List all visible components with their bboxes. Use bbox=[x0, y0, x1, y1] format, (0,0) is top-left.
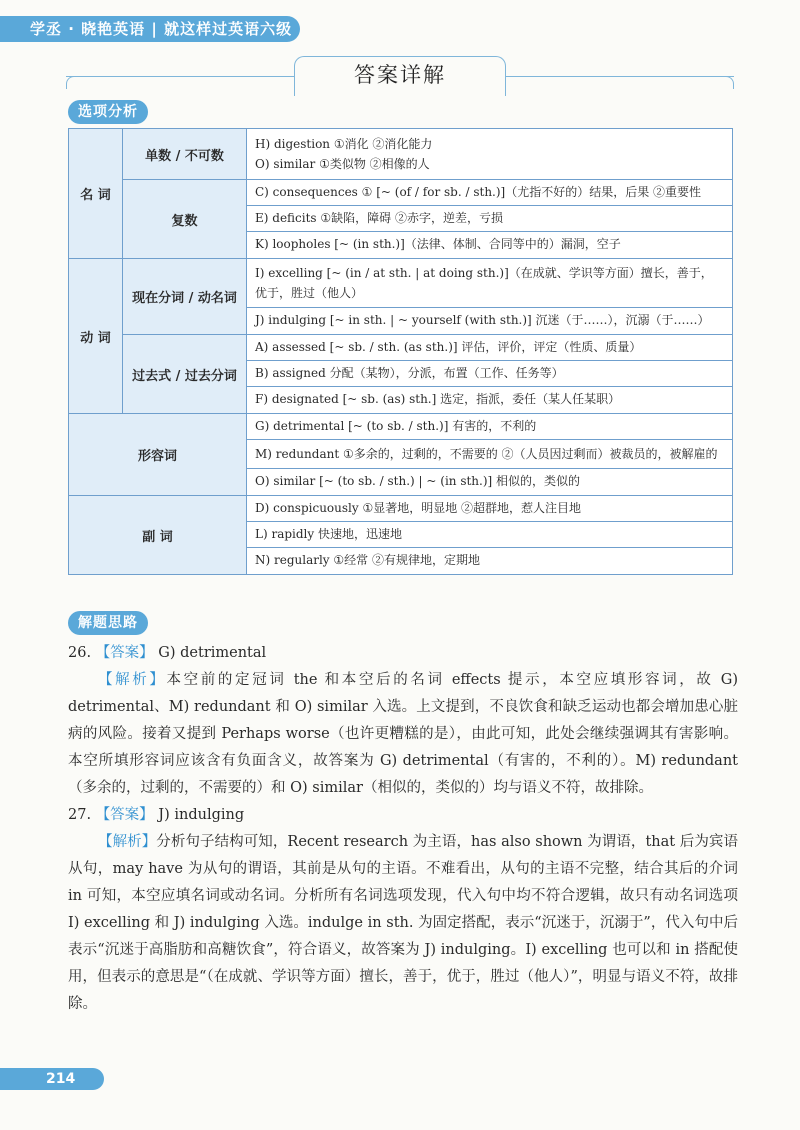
answer-value: J) indulging bbox=[158, 807, 245, 823]
options-table bbox=[68, 128, 733, 575]
solution-body bbox=[68, 640, 738, 1018]
table-row bbox=[69, 414, 733, 496]
subcategory-singular: 单数 / 不可数 bbox=[123, 129, 247, 180]
analysis-tag: 【解析】 bbox=[98, 834, 157, 850]
table-row bbox=[69, 335, 733, 414]
book-series-header: 学丞 · 晓艳英语 | 就这样过英语六级 bbox=[0, 16, 300, 42]
table-row bbox=[69, 180, 733, 259]
table-row bbox=[69, 129, 733, 180]
section-heading-solution: 解题思路 bbox=[68, 611, 148, 635]
subcategory-past: 过去式 / 过去分词 bbox=[123, 335, 247, 414]
category-adjective: 形容词 bbox=[69, 414, 247, 496]
category-noun: 名 词 bbox=[69, 129, 123, 259]
answer-tag: 【答案】 bbox=[95, 807, 154, 823]
analysis-paragraph bbox=[68, 829, 738, 1018]
table-row bbox=[69, 259, 733, 335]
option-entry: A) assessed [~ sb. / sth. (as sth.)] 评估，评价，评定（性质、质量） bbox=[247, 335, 732, 361]
answer-line bbox=[68, 640, 738, 667]
answer-value: G) detrimental bbox=[158, 645, 267, 661]
option-entry: N) regularly ①经常 ②有规律地，定期地 bbox=[255, 553, 480, 567]
title-rule-left bbox=[66, 76, 294, 77]
analysis-paragraph bbox=[68, 667, 738, 802]
answer-tag: 【答案】 bbox=[95, 645, 154, 661]
entry-cell bbox=[247, 129, 733, 180]
subcategory-participle: 现在分词 / 动名词 bbox=[123, 259, 247, 335]
option-entry: K) loopholes [~ (in sth.)]（法律、体制、合同等中的）漏洞，空子 bbox=[255, 237, 621, 251]
option-entry: G) detrimental [~ (to sb. / sth.)] 有害的，不利的 bbox=[247, 414, 732, 440]
entry-cell bbox=[247, 335, 733, 414]
section-heading-options: 选项分析 bbox=[68, 100, 148, 124]
analysis-tag: 【解析】 bbox=[98, 672, 167, 688]
analysis-text: 本空前的定冠词 the 和本空后的名词 effects 提示，本空应填形容词，故 G) detrimental、M) redundant 和 O) similar 入选。上文提到，不良饮食和缺乏运动也都会增加患心脏病的风险。接着又提到 Perhaps worse（也许更糟糕的是），由此可知，此处会继续强调其有害影响。本空所填形容词应该含有负面含义，故答案为 G) detrimental（有害的，不利的）。M) redundant（多余的，过剩的，不需要的）和 O) similar（相似的，类似的）均与语义不符，故排除。 bbox=[68, 672, 738, 796]
option-entry: H) digestion ①消化 ②消化能力 bbox=[255, 137, 433, 151]
page-number: 214 bbox=[0, 1068, 104, 1090]
title-corner-right bbox=[723, 76, 734, 89]
question-number: 26. bbox=[68, 645, 92, 661]
option-entry: M) redundant ①多余的，过剩的，不需要的 ②（人员因过剩而）被裁员的，被解雇的 bbox=[247, 440, 732, 469]
title-rule-right bbox=[506, 76, 734, 77]
option-entry: I) excelling [~ (in / at sth. | at doing sth.)]（在成就、学识等方面）擅长，善于，优于，胜过（他人） bbox=[247, 259, 732, 308]
entry-cell bbox=[247, 414, 733, 496]
option-entry: B) assigned 分配（某物），分派，布置（工作、任务等） bbox=[247, 361, 732, 387]
option-entry: E) deficits ①缺陷，障碍 ②赤字，逆差，亏损 bbox=[247, 206, 732, 232]
category-verb: 动 词 bbox=[69, 259, 123, 414]
entry-cell bbox=[247, 180, 733, 259]
subcategory-plural: 复数 bbox=[123, 180, 247, 259]
entry-cell bbox=[247, 496, 733, 575]
option-entry: O) similar [~ (to sb. / sth.) | ~ (in sth.)] 相似的，类似的 bbox=[255, 474, 581, 488]
option-entry: D) conspicuously ①显著地，明显地 ②超群地，惹人注目地 bbox=[247, 496, 732, 522]
category-adverb: 副 词 bbox=[69, 496, 247, 575]
option-entry: J) indulging [~ in sth. | ~ yourself (with sth.)] 沉迷（于……），沉溺（于……） bbox=[255, 313, 710, 327]
option-entry: F) designated [~ sb. (as) sth.] 选定，指派，委任（某人任某职） bbox=[255, 392, 621, 406]
answer-line bbox=[68, 802, 738, 829]
question-number: 27. bbox=[68, 807, 92, 823]
page-title: 答案详解 bbox=[294, 56, 506, 96]
option-entry: C) consequences ① [~ (of / for sb. / sth.)]（尤指不好的）结果，后果 ②重要性 bbox=[247, 180, 732, 206]
entry-cell bbox=[247, 259, 733, 335]
analysis-text: 分析句子结构可知，Recent research 为主语，has also shown 为谓语，that 后为宾语从句，may have 为从句的谓语，其前是从句的主语。不难看出，从句的主语不完整，结合其后的介词 in 可知，本空应填名词或动名词。分析所有名词选项发现，代入句中均不符合逻辑，故只有动名词选项 I) excelling 和 J) indulging 入选。indulge in sth. 为固定搭配，表示“沉迷于，沉溺于”，代入句中后表示“沉迷于高脂肪和高糖饮食”，符合语义，故答案为 J) indulging。I) excelling 也可以和 in 搭配使用，但表示的意思是“（在成就、学识等方面）擅长，善于，优于，胜过（他人）”，明显与语义不符，故排除。 bbox=[68, 834, 739, 1012]
title-corner-left bbox=[66, 76, 77, 89]
option-entry: O) similar ①类似物 ②相像的人 bbox=[255, 157, 430, 171]
table-row bbox=[69, 496, 733, 575]
option-entry: L) rapidly 快速地，迅速地 bbox=[247, 522, 732, 548]
